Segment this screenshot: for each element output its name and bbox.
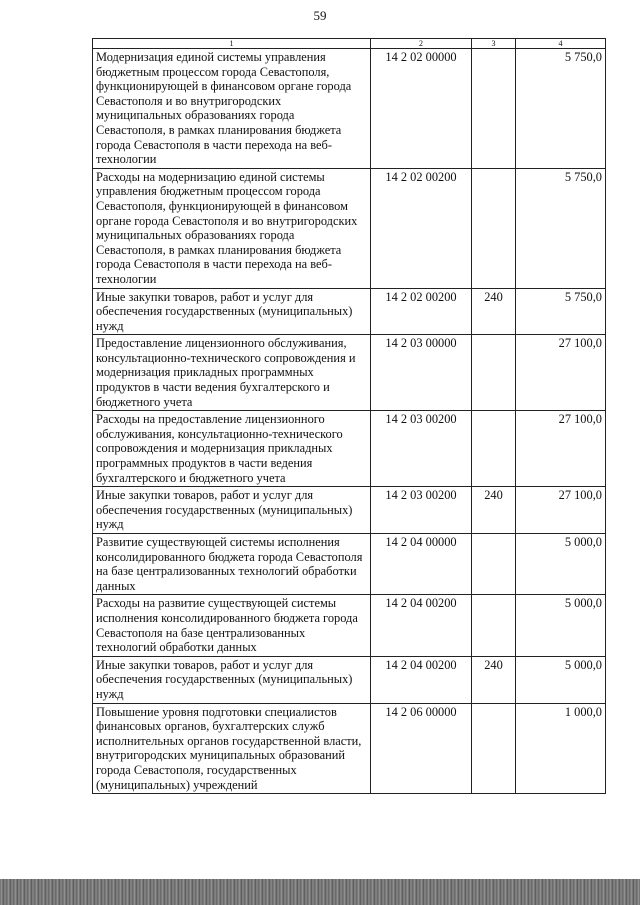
column-number: 4 — [516, 39, 606, 49]
row-amount: 5 750,0 — [516, 288, 606, 335]
column-number: 3 — [472, 39, 516, 49]
row-amount: 5 000,0 — [516, 595, 606, 656]
row-expense-type — [472, 49, 516, 169]
row-expense-type: 240 — [472, 487, 516, 534]
row-description: Предоставление лицензионного обслуживания, консультационно-технического сопровождения и модернизация прикладных программных продуктов в части ведения бухгалтерского и бюджетного учета — [93, 335, 371, 411]
table-row — [93, 487, 606, 534]
row-description: Иные закупки товаров, работ и услуг для обеспечения государственных (муниципальных) нужд — [93, 656, 371, 703]
row-expense-type — [472, 595, 516, 656]
row-expense-type: 240 — [472, 288, 516, 335]
budget-table — [92, 38, 606, 794]
table-row — [93, 288, 606, 335]
row-amount: 5 000,0 — [516, 534, 606, 595]
row-amount: 5 750,0 — [516, 49, 606, 169]
row-amount: 1 000,0 — [516, 703, 606, 794]
table-row — [93, 534, 606, 595]
row-description: Расходы на модернизацию единой системы управления бюджетным процессом города Севастополя, функционирующей в финансовом органе города Севастополя и во внутригородских муниципальных образованиях города Севастополя, в рамках планирования бюджета города Севастополя в части перехода на веб-технологии — [93, 168, 371, 288]
table-row — [93, 595, 606, 656]
table-row — [93, 335, 606, 411]
row-expense-type — [472, 534, 516, 595]
row-target-code: 14 2 04 00200 — [371, 595, 472, 656]
row-amount: 27 100,0 — [516, 335, 606, 411]
table-row — [93, 656, 606, 703]
column-number-row — [93, 39, 606, 49]
row-description: Повышение уровня подготовки специалистов финансовых органов, бухгалтерских служб исполнительных органов государственной власти, внутригородских муниципальных образований города Севастополя, государственных (муниципальных) учреждений — [93, 703, 371, 794]
row-expense-type — [472, 168, 516, 288]
row-description: Расходы на развитие существующей системы исполнения консолидированного бюджета города Севастополя на базе централизованных технологий обработки данных — [93, 595, 371, 656]
table-row — [93, 411, 606, 487]
row-target-code: 14 2 02 00200 — [371, 168, 472, 288]
row-description: Модернизация единой системы управления бюджетным процессом города Севастополя, функционирующей в финансовом органе города Севастополя и во внутригородских муниципальных образованиях города Севастополя, в рамках планирования бюджета города Севастополя в части перехода на веб-технологии — [93, 49, 371, 169]
row-description: Иные закупки товаров, работ и услуг для обеспечения государственных (муниципальных) нужд — [93, 288, 371, 335]
row-expense-type — [472, 335, 516, 411]
page-number: 59 — [313, 8, 327, 23]
row-target-code: 14 2 03 00200 — [371, 411, 472, 487]
row-amount: 27 100,0 — [516, 411, 606, 487]
row-expense-type — [472, 703, 516, 794]
column-number: 2 — [371, 39, 472, 49]
column-number: 1 — [93, 39, 371, 49]
row-target-code: 14 2 02 00200 — [371, 288, 472, 335]
row-expense-type: 240 — [472, 656, 516, 703]
row-description: Расходы на предоставление лицензионного обслуживания, консультационно-технического сопровождения и модернизация прикладных программных продуктов в части ведения бухгалтерского и бюджетного учета — [93, 411, 371, 487]
table-row — [93, 168, 606, 288]
scan-border-artifact — [0, 879, 640, 905]
row-amount: 5 750,0 — [516, 168, 606, 288]
row-description: Развитие существующей системы исполнения консолидированного бюджета города Севастополя на базе централизованных технологий обработки данных — [93, 534, 371, 595]
row-target-code: 14 2 03 00200 — [371, 487, 472, 534]
table-row — [93, 49, 606, 169]
row-target-code: 14 2 04 00200 — [371, 656, 472, 703]
row-expense-type — [472, 411, 516, 487]
row-amount: 27 100,0 — [516, 487, 606, 534]
row-description: Иные закупки товаров, работ и услуг для обеспечения государственных (муниципальных) нужд — [93, 487, 371, 534]
row-amount: 5 000,0 — [516, 656, 606, 703]
row-target-code: 14 2 02 00000 — [371, 49, 472, 169]
table-row — [93, 703, 606, 794]
row-target-code: 14 2 04 00000 — [371, 534, 472, 595]
row-target-code: 14 2 03 00000 — [371, 335, 472, 411]
row-target-code: 14 2 06 00000 — [371, 703, 472, 794]
